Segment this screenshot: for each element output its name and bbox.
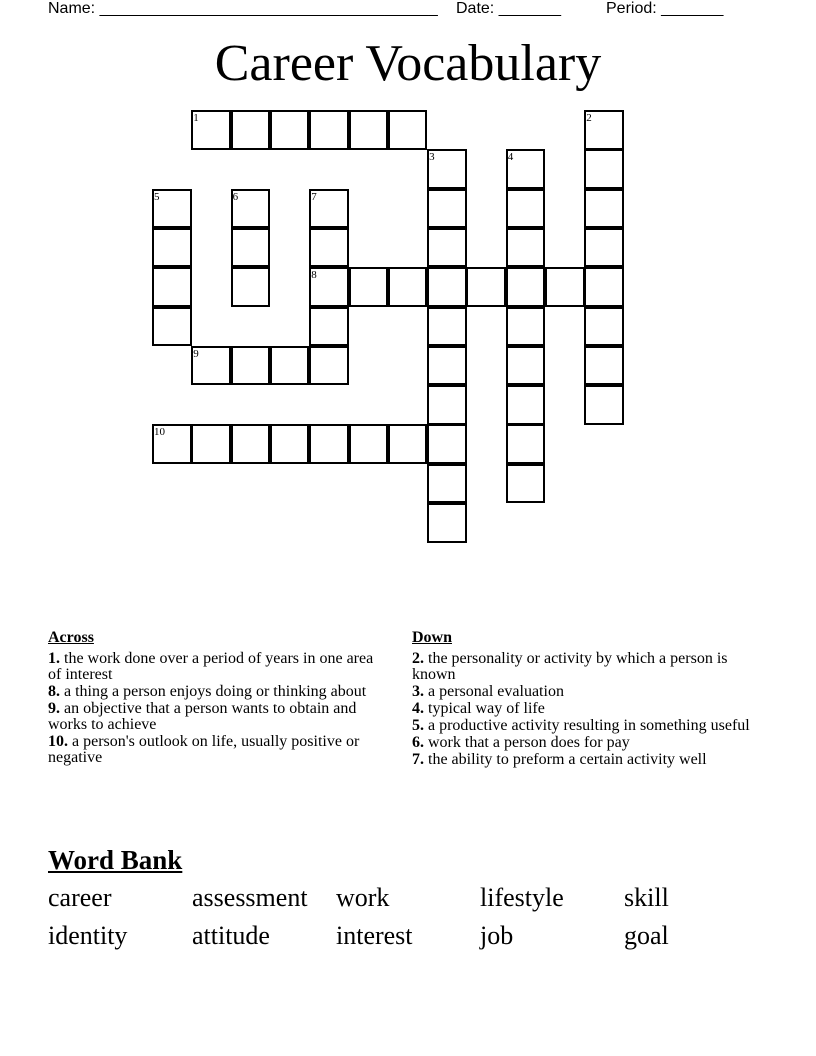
crossword-cell[interactable] [388,424,428,464]
crossword-cell[interactable] [427,189,467,229]
crossword-cell[interactable] [584,307,624,347]
clue-text: a person's outlook on life, usually positive or negative [48,733,360,766]
crossword-cell[interactable] [309,307,349,347]
down-clue [412,735,757,751]
clue-number-label: 2. [412,650,424,667]
crossword-cell[interactable] [506,346,546,386]
crossword-cell[interactable] [231,346,271,386]
clue-number-label: 10. [48,733,68,750]
crossword-cell[interactable] [270,110,310,150]
crossword-cell[interactable] [584,149,624,189]
clue-number-label: 1. [48,650,60,667]
crossword-cell[interactable] [231,110,271,150]
clue-text: a thing a person enjoys doing or thinking about [60,683,367,700]
across-clue [48,734,388,766]
crossword-cell[interactable] [270,346,310,386]
word-bank-word: lifestyle [480,883,564,912]
crossword-cell[interactable] [427,346,467,386]
crossword-cell[interactable] [349,267,389,307]
crossword-cell[interactable] [152,228,192,268]
crossword-cell[interactable] [309,110,349,150]
word-bank-word: attitude [192,921,270,950]
across-clues [48,630,388,767]
crossword-cell[interactable] [584,228,624,268]
crossword-cell[interactable] [506,424,546,464]
word-bank-word: assessment [192,883,308,912]
clue-number: 2 [586,112,592,124]
clue-number-label: 7. [412,751,424,768]
crossword-cell[interactable] [349,424,389,464]
crossword-cell[interactable] [427,228,467,268]
crossword-cell[interactable] [231,424,271,464]
word-bank-word: interest [336,921,413,950]
clue-number: 5 [154,190,160,203]
down-heading: Down [412,629,453,646]
clue-number: 10 [154,426,165,439]
clue-number: 1 [193,112,199,124]
crossword-cell[interactable] [584,267,624,307]
name-field[interactable]: Name: ______________________________________ [48,0,438,17]
clue-text: the ability to preform a certain activity well [424,751,707,768]
down-clue [412,651,757,683]
across-clue [48,684,388,700]
down-clue [412,718,757,734]
across-heading: Across [48,629,94,646]
crossword-cell[interactable] [506,228,546,268]
clue-number: 4 [507,151,514,164]
clue-number-label: 5. [412,717,424,734]
crossword-cell[interactable] [427,424,467,464]
word-bank-word: career [48,883,112,912]
page-title: Career Vocabulary [214,35,602,92]
clue-number-label: 3. [412,683,424,700]
down-clues [412,630,757,769]
crossword-cell[interactable] [309,424,349,464]
crossword-cell[interactable] [427,307,467,347]
clue-number-label: 8. [48,683,60,700]
crossword-cell[interactable] [466,267,506,307]
across-clue [48,701,388,733]
crossword-cell[interactable] [506,189,546,229]
clue-text: a personal evaluation [424,683,564,700]
crossword-cell[interactable] [231,267,271,307]
crossword-cell[interactable] [427,464,467,504]
crossword-cell[interactable] [584,385,624,425]
word-bank-word: job [480,921,514,950]
crossword-cell[interactable] [506,307,546,347]
clue-text: an objective that a person wants to obtain and works to achieve [48,700,357,733]
crossword-cell[interactable] [388,110,428,150]
clue-number: 8 [311,269,317,282]
clue-number: 3 [429,151,435,164]
clue-number-label: 4. [412,700,424,717]
crossword-cell[interactable] [506,464,546,504]
word-bank-word: goal [624,921,669,950]
down-clue [412,701,757,717]
down-clue [412,752,757,768]
word-bank-title: Word Bank [48,845,183,875]
word-bank-word: skill [624,883,669,912]
crossword-cell[interactable] [427,503,467,543]
crossword-cell[interactable] [309,228,349,268]
crossword-cell[interactable] [427,385,467,425]
clue-number: 7 [311,190,317,203]
period-field[interactable]: Period: _______ [606,0,724,17]
crossword-cell[interactable] [545,267,585,307]
crossword-cell[interactable] [231,228,271,268]
clue-number: 6 [232,190,239,203]
clue-text: the work done over a period of years in one area of interest [48,650,374,683]
clue-text: a productive activity resulting in something useful [424,717,750,734]
word-bank-word: identity [48,921,128,950]
crossword-cell[interactable] [152,267,192,307]
date-field[interactable]: Date: _______ [456,0,561,17]
crossword-cell[interactable] [584,346,624,386]
crossword-cell[interactable] [584,189,624,229]
crossword-cell[interactable] [506,385,546,425]
crossword-cell[interactable] [349,110,389,150]
down-clue [412,684,757,700]
crossword-cell[interactable] [191,424,231,464]
crossword-cell[interactable] [270,424,310,464]
crossword-cell[interactable] [506,267,546,307]
clue-number-label: 9. [48,700,60,717]
crossword-cell[interactable] [309,346,349,386]
crossword-cell[interactable] [152,307,192,347]
word-bank-word: work [336,883,390,912]
crossword-cell[interactable] [388,267,428,307]
crossword-cell[interactable] [427,267,467,307]
clue-number: 9 [193,347,199,360]
clue-text: the personality or activity by which a person is known [412,650,728,683]
clue-number-label: 6. [412,734,424,751]
clue-text: work that a person does for pay [424,734,630,751]
clue-text: typical way of life [424,700,545,717]
across-clue [48,651,388,683]
